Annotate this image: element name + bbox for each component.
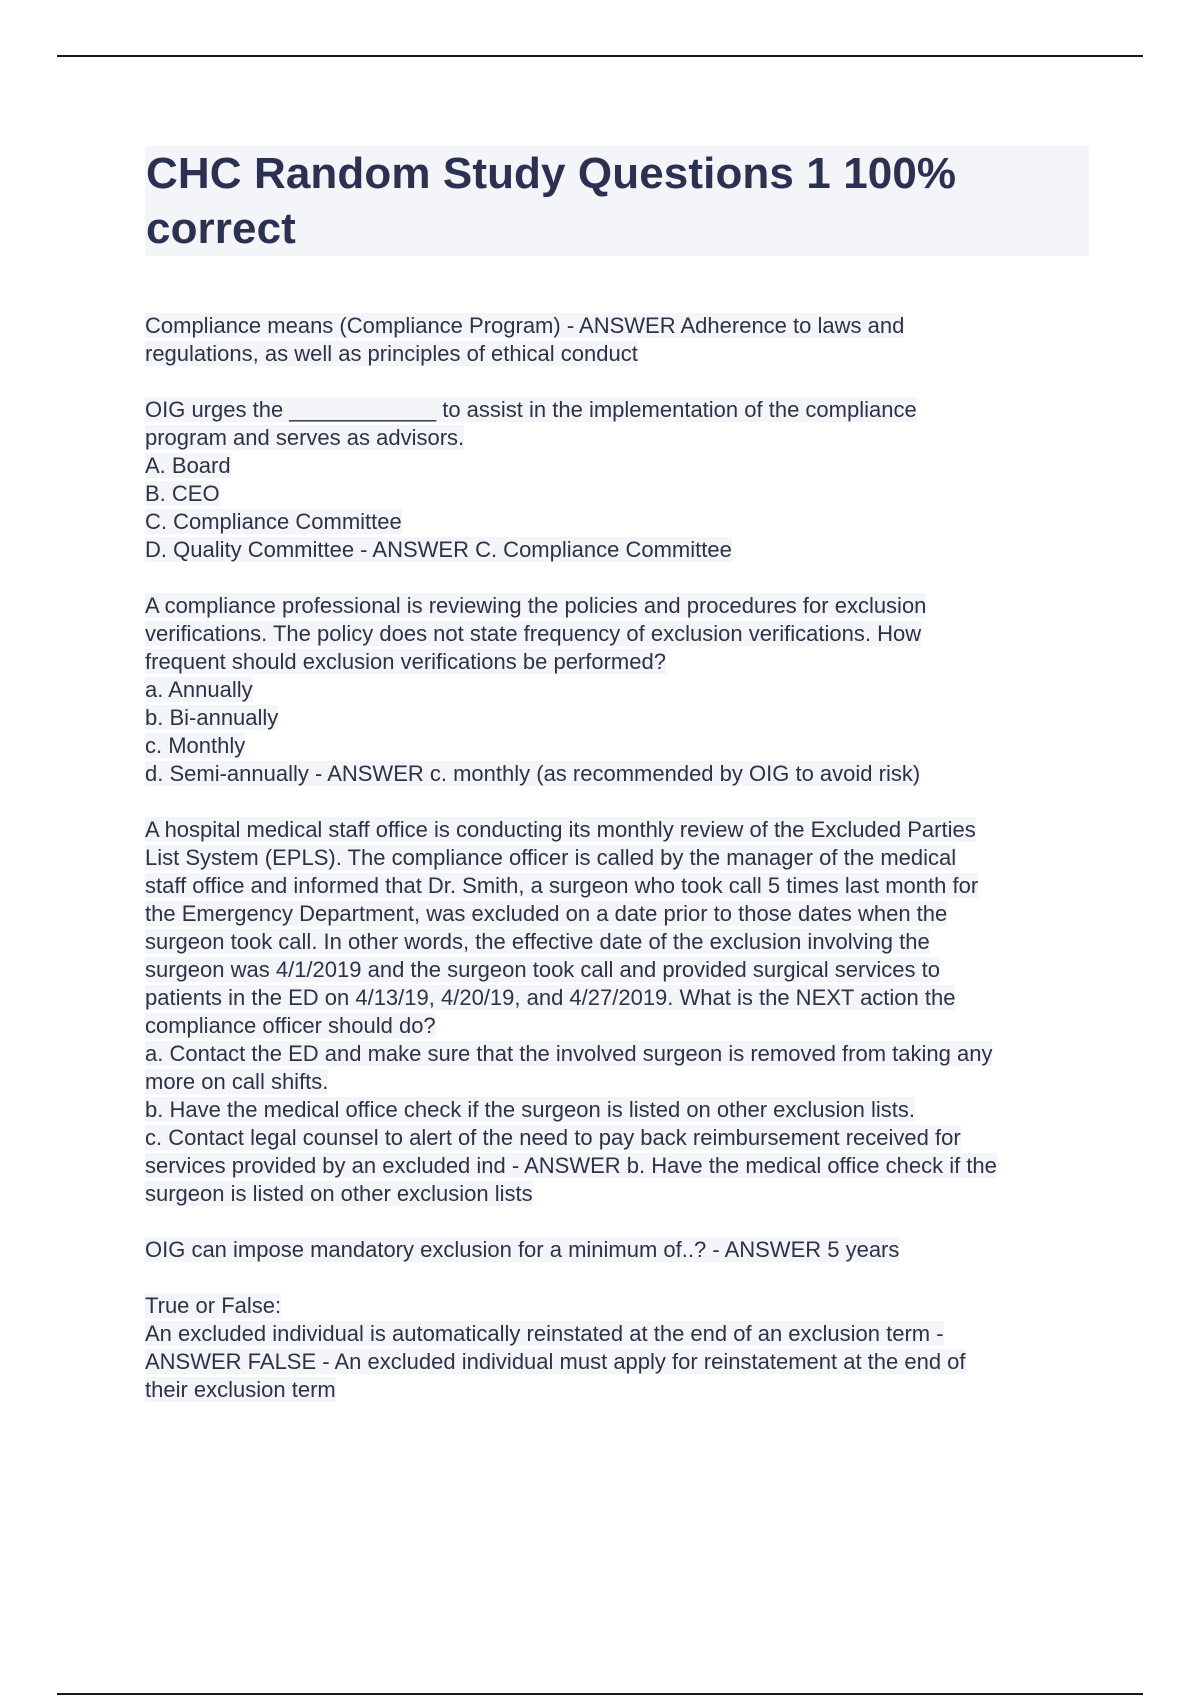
qa-line <box>145 900 1095 928</box>
qa-line-text: b. Have the medical office check if the surgeon is listed on other exclusion lists. <box>145 1097 915 1122</box>
qa-line <box>145 1236 1095 1264</box>
qa-line-text: frequent should exclusion verifications be performed? <box>145 649 666 674</box>
top-rule <box>57 55 1143 57</box>
qa-line <box>145 340 1095 368</box>
document-title <box>146 146 1089 256</box>
qa-line <box>145 1124 1095 1152</box>
qa-block <box>145 1236 1095 1264</box>
qa-line <box>145 620 1095 648</box>
qa-line <box>145 956 1095 984</box>
qa-line-text: OIG urges the ____________ to assist in the implementation of the compliance <box>145 397 917 422</box>
qa-line-text: A compliance professional is reviewing the policies and procedures for exclusion <box>145 593 927 618</box>
qa-line-text: verifications. The policy does not state frequency of exclusion verifications. How <box>145 621 922 646</box>
qa-line <box>145 1348 1095 1376</box>
qa-line <box>145 312 1095 340</box>
qa-line-text: surgeon took call. In other words, the effective date of the exclusion involving the <box>145 929 930 954</box>
qa-line <box>145 732 1095 760</box>
qa-line-text: patients in the ED on 4/13/19, 4/20/19, and 4/27/2019. What is the NEXT action the <box>145 985 956 1010</box>
qa-line <box>145 872 1095 900</box>
qa-line <box>145 984 1095 1012</box>
bottom-rule <box>57 1693 1143 1695</box>
question-list <box>145 312 1095 1432</box>
qa-line-text: D. Quality Committee - ANSWER C. Compliance Committee <box>145 537 732 562</box>
qa-line <box>145 704 1095 732</box>
qa-line <box>145 1096 1095 1124</box>
qa-line <box>145 844 1095 872</box>
qa-line <box>145 480 1095 508</box>
title-block <box>145 146 1089 256</box>
qa-line-text: OIG can impose mandatory exclusion for a minimum of..? - ANSWER 5 years <box>145 1237 900 1262</box>
title-line-1: CHC Random Study Questions 1 100% <box>146 149 957 198</box>
qa-line-text: c. Contact legal counsel to alert of the need to pay back reimbursement received for <box>145 1125 961 1150</box>
qa-line <box>145 1068 1095 1096</box>
qa-line <box>145 592 1095 620</box>
qa-line-text: the Emergency Department, was excluded on a date prior to those dates when the <box>145 901 948 926</box>
qa-block <box>145 816 1095 1208</box>
qa-line-text: True or False: <box>145 1293 282 1318</box>
qa-line-text: d. Semi-annually - ANSWER c. monthly (as recommended by OIG to avoid risk) <box>145 761 921 786</box>
qa-line <box>145 396 1095 424</box>
qa-line-text: regulations, as well as principles of ethical conduct <box>145 341 638 366</box>
qa-line-text: surgeon is listed on other exclusion lists <box>145 1181 533 1206</box>
qa-line <box>145 508 1095 536</box>
qa-block <box>145 312 1095 368</box>
qa-line <box>145 1152 1095 1180</box>
qa-line-text: b. Bi-annually <box>145 705 279 730</box>
qa-line-text: a. Contact the ED and make sure that the involved surgeon is removed from taking any <box>145 1041 993 1066</box>
qa-block <box>145 592 1095 788</box>
qa-line <box>145 1320 1095 1348</box>
qa-line-text: staff office and informed that Dr. Smith, a surgeon who took call 5 times last month for <box>145 873 979 898</box>
qa-line <box>145 816 1095 844</box>
qa-line-text: more on call shifts. <box>145 1069 329 1094</box>
qa-line <box>145 1180 1095 1208</box>
qa-line <box>145 1012 1095 1040</box>
qa-line-text: An excluded individual is automatically reinstated at the end of an exclusion term - <box>145 1321 944 1346</box>
qa-line-text: C. Compliance Committee <box>145 509 402 534</box>
qa-line-text: A. Board <box>145 453 231 478</box>
qa-line <box>145 760 1095 788</box>
qa-line <box>145 424 1095 452</box>
qa-line <box>145 1292 1095 1320</box>
qa-line-text: services provided by an excluded ind - ANSWER b. Have the medical office check if the <box>145 1153 997 1178</box>
qa-line-text: B. CEO <box>145 481 220 506</box>
qa-line-text: surgeon was 4/1/2019 and the surgeon took call and provided surgical services to <box>145 957 940 982</box>
qa-line <box>145 676 1095 704</box>
qa-line-text: List System (EPLS). The compliance officer is called by the manager of the medical <box>145 845 957 870</box>
qa-block <box>145 396 1095 564</box>
qa-line <box>145 536 1095 564</box>
title-line-2: correct <box>146 204 296 253</box>
qa-line-text: their exclusion term <box>145 1377 336 1402</box>
qa-line <box>145 452 1095 480</box>
qa-line <box>145 1040 1095 1068</box>
qa-line-text: a. Annually <box>145 677 253 702</box>
qa-line-text: Compliance means (Compliance Program) - ANSWER Adherence to laws and <box>145 313 905 338</box>
qa-block <box>145 1292 1095 1404</box>
qa-line <box>145 648 1095 676</box>
qa-line-text: A hospital medical staff office is conducting its monthly review of the Excluded Parties <box>145 817 976 842</box>
qa-line-text: compliance officer should do? <box>145 1013 436 1038</box>
qa-line <box>145 1376 1095 1404</box>
qa-line-text: ANSWER FALSE - An excluded individual must apply for reinstatement at the end of <box>145 1349 966 1374</box>
qa-line-text: c. Monthly <box>145 733 246 758</box>
qa-line <box>145 928 1095 956</box>
qa-line-text: program and serves as advisors. <box>145 425 465 450</box>
